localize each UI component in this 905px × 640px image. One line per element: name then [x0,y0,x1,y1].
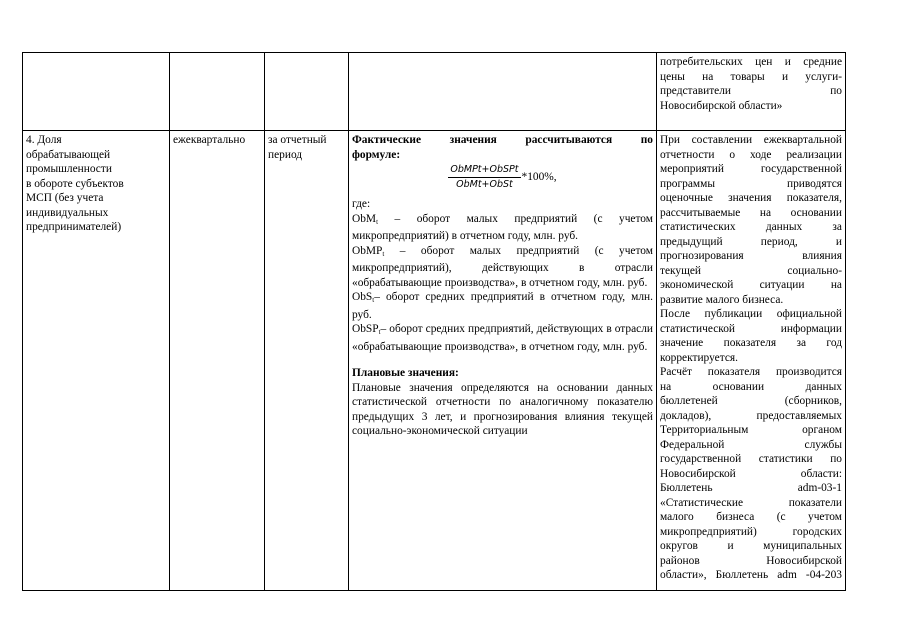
indicator-line: в обороте субъектов [26,177,124,190]
notes-line: округов и муниципальных [660,540,842,552]
notes-line: Расчёт показателя производится [660,366,842,378]
indicator-line: МСП (без учета [26,192,104,204]
formula [352,164,653,191]
notes-line: отчетности о ходе реализации [660,148,842,161]
definition-text: – оборот малых предприятий (с учетом микропредприятий) в отчетном году, млн. руб. [352,212,653,242]
notes-line: бюллетеней (сборников, [660,395,842,407]
notes-line: значение показателя за год [660,337,842,349]
notes-line: государственной статистики по [660,453,842,465]
notes-line: области», Бюллетень adm -04-203 [660,569,842,581]
actual-values-heading: Фактические значения рассчитываются по [352,134,653,146]
notes-line: Бюллетень adm-03-1 [660,482,842,494]
indicator-line: промышленности [26,163,112,175]
cell-notes-continued [657,53,846,131]
notes-line: статистических данных за [660,221,842,233]
table-row-indicator-4 [23,131,846,591]
notes-line: текущей социально- [660,264,842,277]
cell-period [265,131,349,591]
definition-obm [352,212,653,244]
notes-line: прогнозирования влияния [660,250,842,262]
formula-numerator: ObMPt+ObSPt [448,164,520,178]
definition-text: – оборот средних предприятий, действующих в отрасли «обрабатывающие производства», в отчетном году, млн. руб. [352,323,653,353]
notes-line: экономической ситуации на [660,279,842,291]
definition-symbol: ObM [352,212,377,225]
notes-line: рассчитываемые на основании [660,206,842,219]
definition-text: – оборот малых предприятий (с учетом микропредприятий), действующих в отрасли «обрабатывающие производства», в отчетном году, млн. руб. [352,244,653,289]
notes-line: программы приводятся [660,177,842,190]
notes-line: развитие малого бизнеса. [660,293,784,306]
notes-line: После публикации официальной [660,308,842,320]
definition-subscript: t [378,328,381,336]
indicator-line: 4. Доля [26,134,62,146]
definition-symbol: ObMP [352,244,383,257]
formula-denominator: ObMt+ObSt [456,179,513,190]
actual-values-heading-cont: формуле: [352,148,401,161]
table-row-continued [23,53,846,131]
indicator-line: индивидуальных [26,206,109,219]
period-line: период [268,148,303,161]
notes-line: мероприятий государственной [660,163,842,175]
formula-multiplier: *100%, [521,171,557,184]
notes-line: статистической информации [660,322,842,335]
planned-values-heading: Плановые значения: [352,367,459,379]
notes-line: потребительских цен и средние [660,56,842,68]
cell-periodicity-empty [170,53,265,131]
notes-line: оценочные значения показателя, [660,192,842,204]
cell-period-empty [265,53,349,131]
indicator-line: предпринимателей) [26,221,122,233]
notes-line: предыдущий период, и [660,235,842,248]
planned-values-text: Плановые значения определяются на основании данных статистической отчетности по аналогичному показателю предыдущих 3 лет, и прогнозирования влияния текущей социально-экономической ситуации [352,381,653,437]
definition-obmp [352,244,653,291]
notes-line: малого бизнеса (с учетом [660,511,842,523]
formula-fraction [448,164,520,191]
notes-line: цены на товары и услуги- [660,70,842,83]
cell-periodicity [170,131,265,591]
notes-line: микропредприятий) городских [660,525,842,538]
periodicity-text: ежеквартально [173,134,246,146]
cell-method [349,131,657,591]
definition-obs [352,290,653,322]
notes-line: представители по [660,85,842,97]
notes-line: Новосибирской области: [660,467,842,480]
definition-subscript: t [372,296,375,304]
notes-line: «Статистические показатели [660,496,842,509]
indicator-line: обрабатывающей [26,148,111,161]
where-label: где: [352,198,371,210]
definition-symbol: ObSP [352,323,379,335]
notes-line: Федеральной службы [660,438,842,451]
cell-indicator-empty [23,53,170,131]
notes-line: докладов), предоставляемых [660,409,842,422]
notes-line: Территориальным органом [660,424,842,436]
notes-line: корректируется. [660,351,738,364]
notes-line: Новосибирской области» [660,99,783,112]
definition-obsp [352,322,653,354]
notes-line: При составлении ежеквартальной [660,134,842,146]
spacer [352,354,653,366]
notes-line: на основании данных [660,380,842,393]
definition-text: – оборот средних предприятий в отчетном году, млн. руб. [352,291,653,321]
indicator-table [22,52,846,591]
definition-subscript: t [376,217,379,226]
cell-method-empty [349,53,657,131]
notes-line: районов Новосибирской [660,554,842,567]
cell-notes [657,131,846,591]
cell-indicator-name [23,131,170,591]
definition-symbol: ObS [352,291,373,303]
period-line: за отчетный [268,134,327,146]
definition-subscript: t [382,249,385,258]
